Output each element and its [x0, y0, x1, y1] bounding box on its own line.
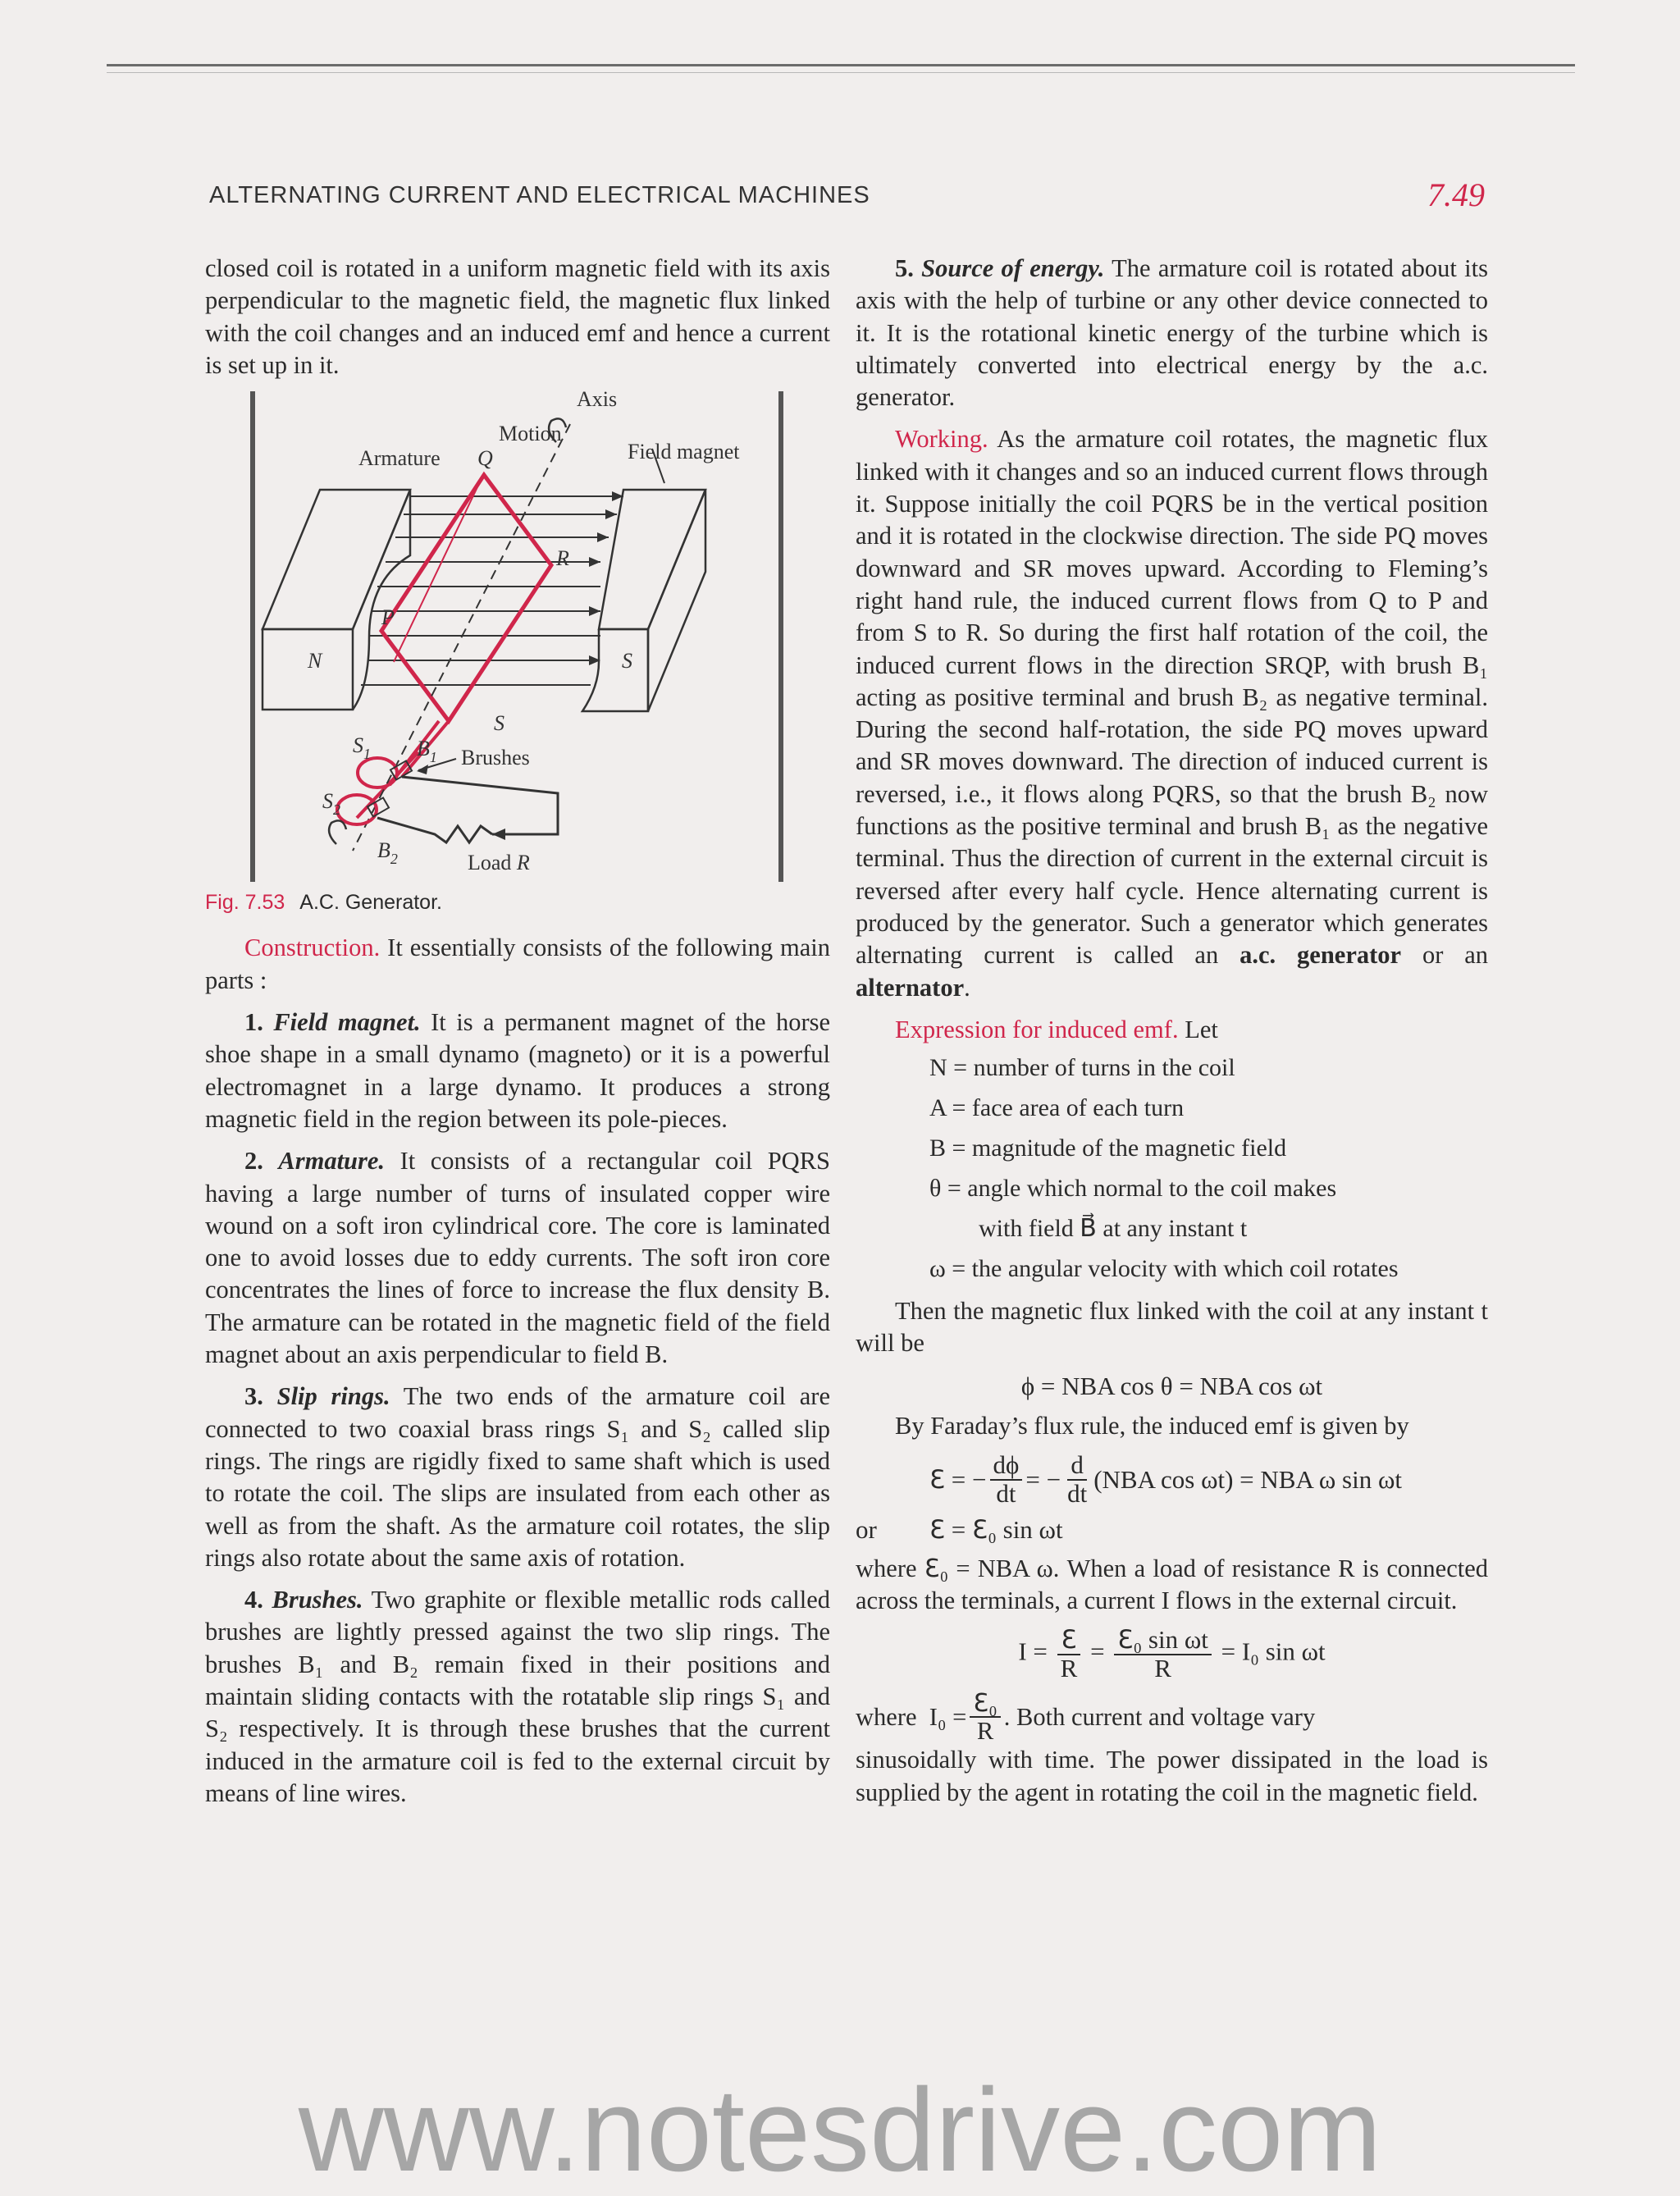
item-source-of-energy: 5. Source of energy. The armature coil is rotated about its axis with the help of turbine or any other device connected to it. It is the rotational kinetic energy of the turbine which is ultimately converted into electrical energy by the a.c. generator. — [856, 254, 1488, 412]
label-brushes: Brushes — [461, 746, 530, 770]
slip-ring-s2 — [337, 795, 377, 824]
label-b2: $B_2$ — [377, 838, 398, 868]
construction-heading: Construction. — [244, 934, 381, 962]
item-armature: 2. Armature. It consists of a rectangular coil PQRS having a large number of turns of insulated copper wire wound on a soft iron cylindrical core. The core is laminated one to avoid losses due to eddy currents. The soft iron core concentrates the lines of force to increase the flux density B. The armature can be rotated in the magnetic field of the field magnet about an axis perpendicular to field B. — [205, 1147, 831, 1369]
construction-paragraph: Construction. It essentially consists of the following main parts : — [205, 934, 830, 994]
label-s1: $S_1$ — [353, 733, 371, 763]
load-resistor — [377, 818, 492, 842]
label-armature: Armature — [358, 446, 441, 471]
definition-omega: ω = the angular velocity with which coil rotates — [929, 1255, 1399, 1283]
left-column — [205, 253, 830, 1819]
label-field-magnet: Field magnet — [628, 440, 740, 464]
armature-heading: Armature. — [278, 1147, 386, 1176]
watermark: www.notesdrive.com — [298, 2064, 1382, 2196]
label-s2: $S_2$ — [322, 789, 340, 819]
expression-heading: Expression for induced emf. — [895, 1015, 1179, 1043]
label-n-pole: N — [308, 649, 322, 673]
definition-list — [856, 1048, 1488, 1289]
definition-a: A = face area of each turn — [929, 1094, 1185, 1122]
top-rule-thin — [107, 72, 1575, 73]
where-paragraph: where ℇ₀ = NBA ω. When a load of resistance R is connected across the terminals, a current I flows in the external circuit. — [856, 1554, 1488, 1614]
label-load: Load R — [468, 851, 530, 875]
label-q: Q — [477, 446, 493, 471]
final-paragraph: sinusoidally with time. The power dissipated in the load is supplied by the agent in rotating the coil in the magnetic field. — [856, 1746, 1488, 1806]
item-slip-rings: 3. Slip rings. The two ends of the armature coil are connected to two coaxial brass rings S₁ and S₂ called slip rings. The rings are rigidly fixed to same shaft which is used to rotate the coil. The slips are insulated from each other as well as from the shaft. As the armature coil rotates, the slip rings also rotate about the same axis of rotation. — [205, 1382, 830, 1572]
emf-sine-equation: or ℇ = ℇ₀ sin ωt — [856, 1515, 1063, 1545]
slip-ring-s1 — [358, 758, 397, 788]
label-b1: $B_1$ — [417, 737, 437, 766]
faraday-sentence: By Faraday’s flux rule, the induced emf is given by — [895, 1412, 1409, 1440]
slip-rings-heading: Slip rings. — [276, 1382, 390, 1411]
peak-current-line: where I₀ = $\frac{\text{ℇ₀}}{R}$ . Both current and voltage vary — [856, 1689, 1316, 1746]
ac-generator-figure — [246, 391, 788, 882]
label-axis: Axis — [577, 391, 618, 412]
definition-b: B = magnitude of the magnetic field — [929, 1135, 1287, 1162]
brushes-heading: Brushes. — [272, 1586, 363, 1614]
label-s-coil: S — [494, 711, 504, 736]
source-of-energy-heading: Source of energy. — [921, 254, 1105, 282]
figure-number: Fig. 7.53 — [205, 891, 285, 915]
working-paragraph: Working. As the armature coil rotates, the magnetic flux linked with it changes and so an induced current flows through it. Suppose initially the coil PQRS be in the vertical position and it is rotated in the clockwise direction. The side PQ moves downward and SR moves upward. According to Fleming’s right hand rule, the induced current flows from Q to P and from S to R. So during the first half rotation of the coil, the induced current flows in the direction SRQP, with brush B₁ acting as positive terminal and brush B₂ as negative terminal. During the second half-rotation, the side PQ moves upward and SR moves downward. The direction of induced current is reversed, i.e., it flows along PQRS, so that the brush B₂ now functions as the positive terminal and brush B₁ as the negative terminal. Thus the direction of current in the external circuit is reversed after every half cycle. Hence alternating current is produced by the generator. Such a generator which generates alternating current is called an a.c. generator or an alternator. — [856, 425, 1489, 1002]
field-magnet-heading: Field magnet. — [273, 1008, 421, 1037]
page-number: 7.49 — [1427, 176, 1485, 213]
definition-theta-cont: with field B⃗ at any instant t — [979, 1215, 1248, 1243]
emf-equation: ℇ = − $\frac{d\phi}{dt}$ = − $\frac{d}{dt}$ (NBA cos ωt) = NBA ω sin ωt — [929, 1450, 1402, 1508]
definition-theta: θ = angle which normal to the coil makes — [929, 1175, 1337, 1203]
definition-n: N = number of turns in the coil — [929, 1054, 1235, 1082]
flux-equation: ϕ = NBA cos θ = NBA cos ωt — [1020, 1371, 1323, 1400]
working-heading: Working. — [895, 425, 988, 454]
running-head: ALTERNATING CURRENT AND ELECTRICAL MACHINES — [209, 182, 870, 208]
intro-paragraph: closed coil is rotated in a uniform magnetic field with its axis perpendicular to the magnetic field, the magnetic flux linked with the coil changes and an induced emf and hence a current is set up in it. — [205, 254, 830, 379]
expression-heading-line: Expression for induced emf. Let — [895, 1015, 1218, 1043]
figure-caption-text: A.C. Generator. — [299, 891, 442, 915]
current-equation: I = $\frac{\text{ℇ}}{R}$ = $\frac{\text{ℇ₀ sin ωt}}{R}$ = I₀ sin ωt — [1018, 1625, 1326, 1682]
ac-generator-diagram — [246, 391, 788, 882]
item-brushes: 4. Brushes. Two graphite or flexible metallic rods called brushes are lightly pressed against the two slip rings. The brushes B₁ and B₂ remain fixed in their positions and maintain sliding contacts with the rotatable slip rings S₁ and S₂ respectively. It is through these brushes that the current induced in the armature coil is fed to the external circuit by means of line wires. — [205, 1586, 830, 1807]
top-rule — [107, 64, 1575, 66]
item-field-magnet: 1. Field magnet. It is a permanent magnet of the horse shoe shape in a small dynamo (magneto) or it is a powerful electromagnet in a large dynamo. It produces a strong magnetic field in the region between its pole-pieces. — [205, 1008, 831, 1133]
figure-caption — [205, 887, 830, 919]
right-column — [856, 253, 1488, 1819]
label-s-pole: S — [622, 649, 632, 673]
flux-intro: Then the magnetic flux linked with the coil at any instant t will be — [856, 1297, 1488, 1358]
label-p: P — [381, 605, 395, 630]
label-r: R — [556, 546, 569, 571]
label-motion: Motion — [499, 422, 562, 446]
